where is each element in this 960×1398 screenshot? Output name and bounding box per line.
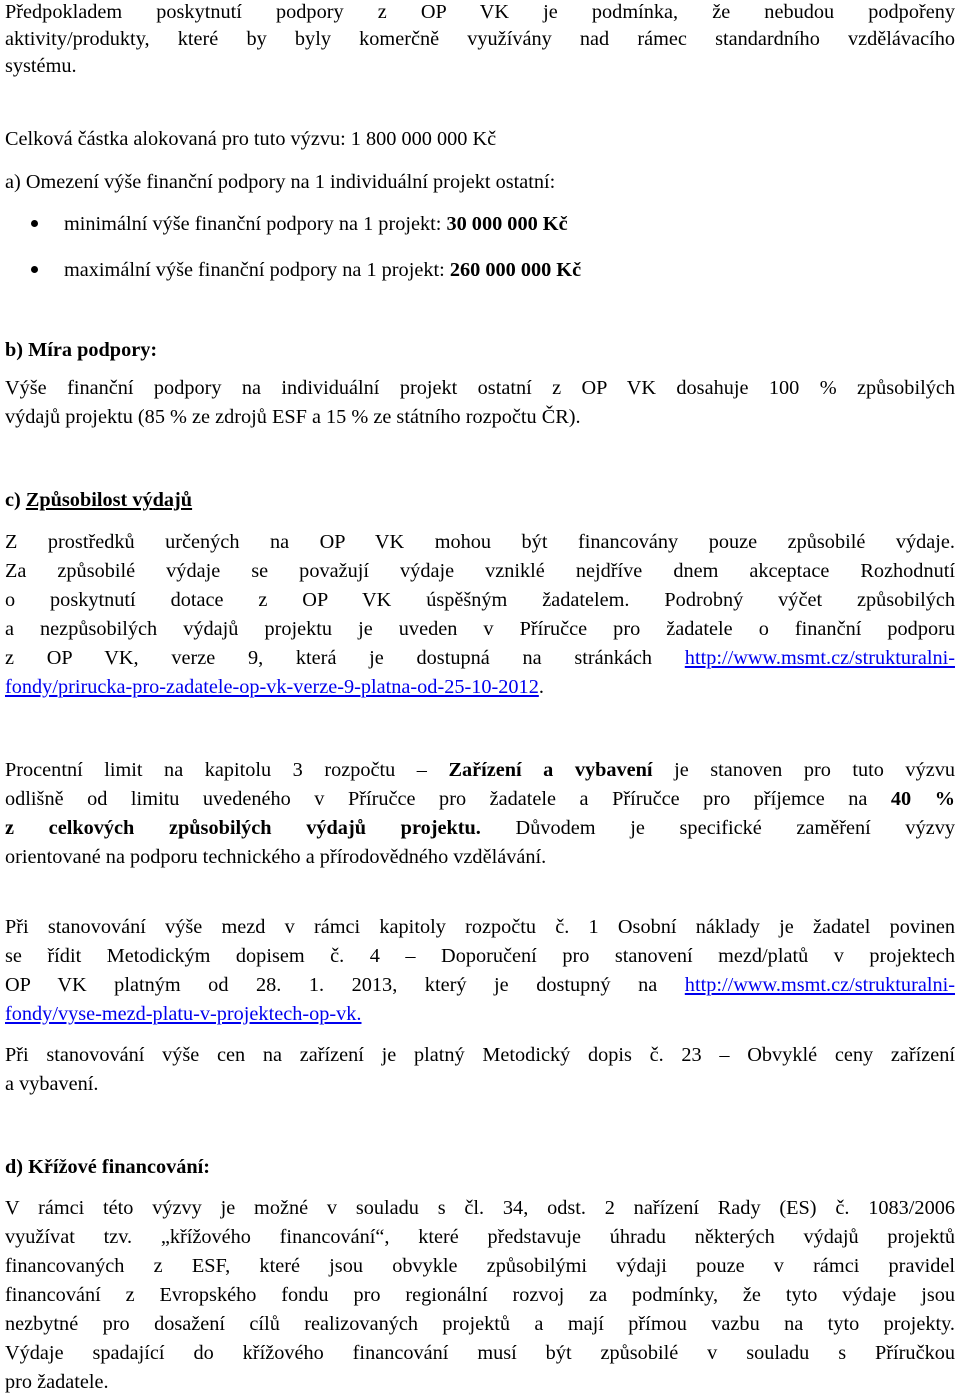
- eligibility-line-6: [5, 674, 955, 700]
- wages-line-1: Při stanovování výše mezd v rámci kapitoly rozpočtu č. 1 Osobní náklady je žadatel povinen: [5, 916, 955, 938]
- limit-percent: 40 %: [890, 788, 955, 810]
- eligibility-line-5-text: z OP VK, verze 9, která je dostupná na stránkách: [5, 647, 653, 669]
- eligibility-heading-text: Způsobilost výdajů: [25, 489, 193, 511]
- limit-line-1: [5, 757, 955, 783]
- limit-text-2a: odlišně od limitu uvedeného v Příručce pro žadatele a Příručce pro příjemce na: [5, 788, 891, 810]
- cross-line-1: V rámci této výzvy je možné v souladu s čl. 34, odst. 2 nařízení Rady (ES) č. 1083/2006: [5, 1197, 955, 1219]
- eligibility-line-6-end: .: [538, 676, 544, 698]
- cross-line-6: Výdaje spadající do křížového financování musí být způsobilé v souladu s Příručkou: [5, 1342, 955, 1364]
- cross-line-5: nezbytné pro dosažení cílů realizovaných projektů a mají přímou vazbu na tyto projekty.: [5, 1313, 955, 1335]
- cross-line-4: financování z Evropského fondu pro regionální rozvoj za podmínky, že tyto výdaje jsou: [5, 1284, 955, 1306]
- wages-link[interactable]: http://www.msmt.cz/strukturalni-: [684, 974, 955, 996]
- min-support-amount: 30 000 000 Kč: [446, 213, 568, 235]
- handbook-link[interactable]: http://www.msmt.cz/strukturalni-: [684, 647, 955, 669]
- cross-line-2: využívat tzv. „křížového financování“, které představuje úhradu některých výdajů projektů: [5, 1226, 955, 1248]
- eligibility-line-4: a nezpůsobilých výdajů projektu je uveden v Příručce pro žadatele o finanční podporu: [5, 618, 955, 640]
- max-support-item: [64, 257, 944, 283]
- equipment-line-2: a vybavení.: [5, 1073, 99, 1095]
- wages-line-4: [5, 1001, 955, 1027]
- wages-line-2: se řídit Metodickým dopisem č. 4 – Doporučení pro stanovení mezd/platů v projektech: [5, 945, 955, 967]
- eligibility-heading: [5, 487, 955, 513]
- eligibility-line-1: Z prostředků určených na OP VK mohou být financovány pouze způsobilé výdaje.: [5, 531, 955, 553]
- eligibility-line-5: [5, 645, 955, 671]
- cross-line-7: pro žadatele.: [5, 1371, 109, 1393]
- limit-chapter-name: Zařízení a vybavení: [448, 759, 653, 781]
- equipment-line-1: Při stanovování výše cen na zařízení je platný Metodický dopis č. 23 – Obvyklé ceny zařízení: [5, 1044, 955, 1066]
- support-rate-line-1: Výše finanční podpory na individuální projekt ostatní z OP VK dosahuje 100 % způsobilých: [5, 377, 955, 399]
- min-support-label: minimální výše finanční podpory na 1 projekt:: [64, 213, 447, 235]
- eligibility-line-2: Za způsobilé výdaje se považují výdaje vzniklé nejdříve dnem akceptace Rozhodnutí: [5, 560, 955, 582]
- cross-line-3: financovaných z ESF, které jsou obvykle způsobilými výdaji pouze v rámci pravidel: [5, 1255, 955, 1277]
- limit-line-3: [5, 815, 955, 841]
- bullet-icon: [31, 266, 38, 273]
- wages-link-continued[interactable]: fondy/vyse-mezd-platu-v-projektech-op-vk.: [5, 1003, 362, 1025]
- min-support-item: [64, 211, 944, 237]
- max-support-amount: 260 000 000 Kč: [449, 259, 582, 281]
- wages-line-3: [5, 972, 955, 998]
- limit-text-3a: z celkových způsobilých výdajů projektu.: [5, 817, 481, 839]
- limit-text-c: je stanoven pro tuto výzvu: [652, 759, 955, 781]
- limit-line-4: orientované na podporu technického a přírodovědného vzdělávání.: [5, 846, 547, 868]
- intro-line-3: systému.: [5, 55, 77, 77]
- wages-line-3-text: OP VK platným od 28. 1. 2013, který je dostupný na: [5, 974, 658, 996]
- eligibility-line-3: o poskytnutí dotace z OP VK úspěšným žadatelem. Podrobný výčet způsobilých: [5, 589, 955, 611]
- cross-financing-heading: d) Křížové financování:: [5, 1156, 211, 1178]
- eligibility-heading-prefix: c): [5, 489, 26, 511]
- limit-text-a: Procentní limit na kapitolu 3 rozpočtu –: [5, 759, 449, 781]
- limit-line-2: [5, 786, 955, 812]
- support-rate-line-2: výdajů projektu (85 % ze zdrojů ESF a 15 % ze státního rozpočtu ČR).: [5, 406, 581, 428]
- allocation-total: Celková částka alokovaná pro tuto výzvu: 1 800 000 000 Kč: [5, 128, 497, 150]
- max-support-label: maximální výše finanční podpory na 1 projekt:: [64, 259, 450, 281]
- support-limit-heading: a) Omezení výše finanční podpory na 1 individuální projekt ostatní:: [5, 171, 556, 193]
- intro-line-1: Předpokladem poskytnutí podpory z OP VK je podmínka, že nebudou podpořeny: [5, 1, 955, 23]
- handbook-link-continued[interactable]: fondy/prirucka-pro-zadatele-op-vk-verze-9-platna-od-25-10-2012: [5, 676, 539, 698]
- bullet-icon: [31, 220, 38, 227]
- limit-text-3b: Důvodem je specifické zaměření výzvy: [480, 817, 955, 839]
- support-rate-heading: b) Míra podpory:: [5, 339, 158, 361]
- intro-line-2: aktivity/produkty, které by byly komerčně využívány nad rámec standardního vzdělávacího: [5, 28, 955, 50]
